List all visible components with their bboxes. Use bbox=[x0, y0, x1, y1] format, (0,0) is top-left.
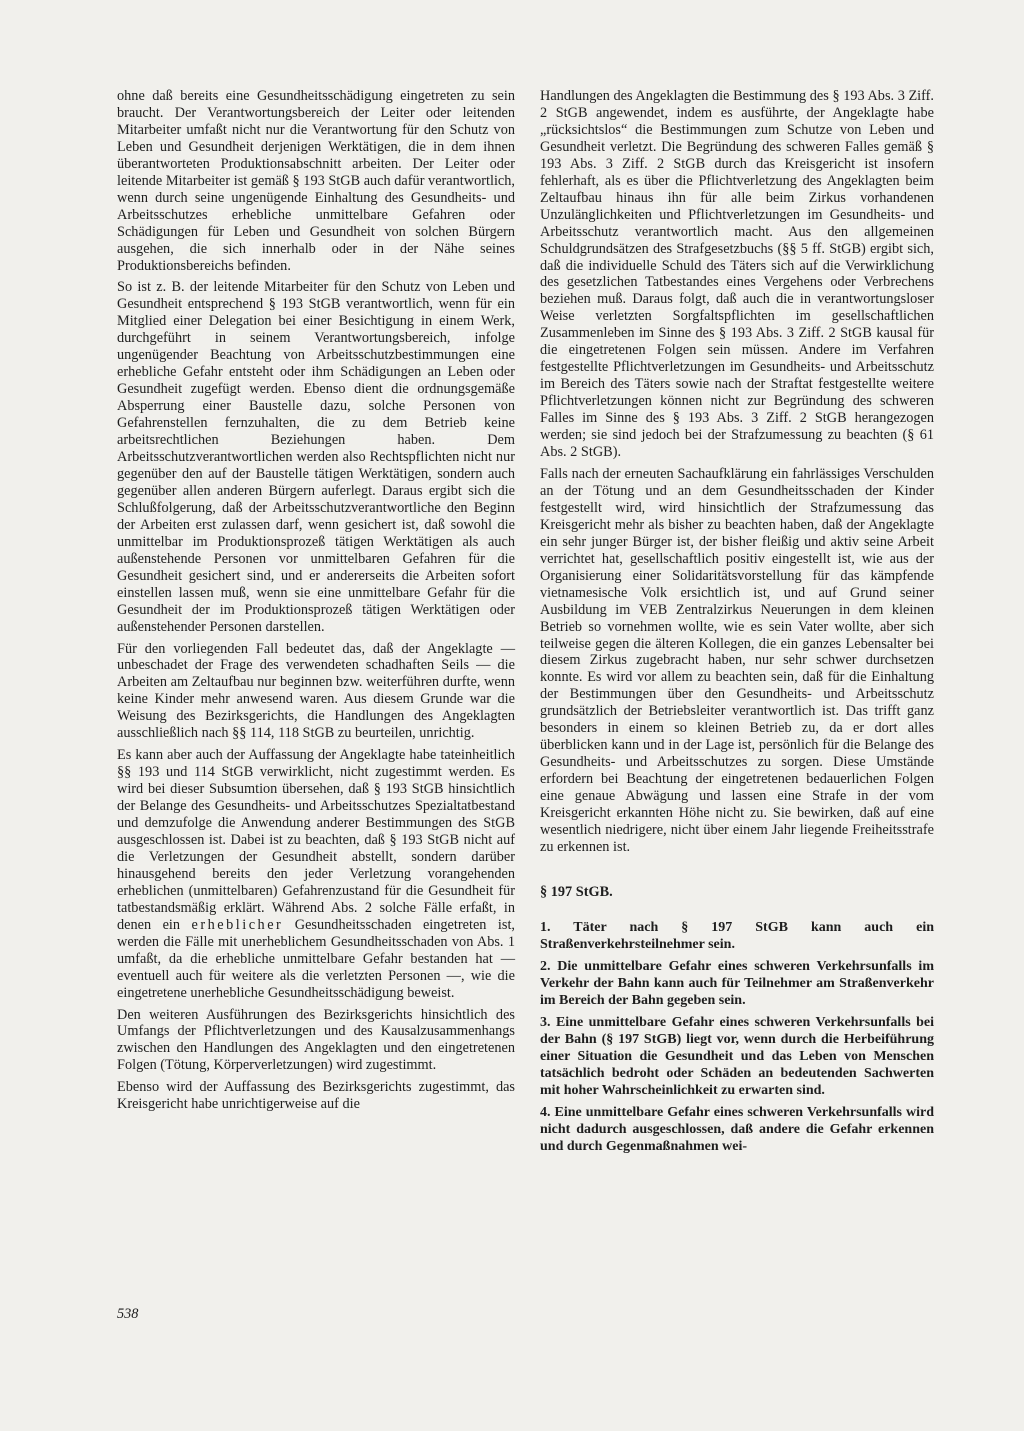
paragraph: Ebenso wird der Auffassung des Bezirksgerichts zugestimmt, das Kreisgericht habe unrichtigerweise auf die bbox=[117, 1079, 515, 1113]
paragraph: So ist z. B. der leitende Mitarbeiter für den Schutz von Leben und Gesundheit entsprechend § 193 StGB verantwortlich, wenn für ein Mitglied einer Delegation bei einer Besichtigung in einem Werk, durchgeführt in seinem Verantwortungsbereich, infolge ungenügender Beachtung von Arbeitsschutzbestimmungen eine erhebliche Gefahr entsteht oder ihm Schädigungen an Leben oder Gesundheit zugefügt werden. Ebenso dient die ordnungsgemäße Absperrung einer Baustelle dazu, solche Personen von Gefahrenstellen fernzuhalten, die zu dem Betrieb keine arbeitsrechtlichen Beziehungen haben. Dem Arbeitsschutzverantwortlichen werden also Rechtspflichten nicht nur gegenüber den auf der Baustelle tätigen Werktätigen, sondern auch gegenüber allen anderen Bürgern auferlegt. Daraus ergibt sich die Schlußfolgerung, daß der Arbeitsschutzverantwortliche den Beginn der Arbeiten erst zulassen darf, wenn gesichert ist, daß sowohl die unmittelbar im Produktionsprozeß tätigen Werktätigen als auch außenstehende Personen vor unmittelbaren Gefahren für die Gesundheit gesichert sind, und er andererseits die Arbeiten sofort einstellen lassen muß, wenn sie eine unmittelbare Gefahr für die Gesundheit der im Produktionsprozeß tätigen Werktätigen oder außenstehender Personen darstellen. bbox=[117, 279, 515, 635]
headnote: 2. Die unmittelbare Gefahr eines schweren Verkehrsunfalls im Verkehr der Bahn kann auch für Teilnehmer am Straßenverkehr im Bereich der Bahn gegeben sein. bbox=[540, 958, 934, 1008]
page-number: 538 bbox=[117, 1306, 139, 1322]
paragraph: Handlungen des Angeklagten die Bestimmung des § 193 Abs. 3 Ziff. 2 StGB angewendet, indem es ausführte, der Angeklagte habe „rücksichtslos“ die Bestimmungen zum Schutze von Leben und Gesundheit verletzt. Die Begründung des schweren Falles gemäß § 193 Abs. 3 Ziff. 2 StGB durch das Kreisgericht ist insofern fehlerhaft, als es über die Pflichtverletzung des Angeklagten beim Zeltaufbau hinaus ihn für alle beim Zirkus vorhandenen Unzulänglichkeiten und Pflichtverletzungen im Gesundheits- und Arbeitsschutz verantwortlich macht. Aus den allgemeinen Schuldgrundsätzen des Strafgesetzbuchs (§§ 5 ff. StGB) ergibt sich, daß die individuelle Schuld des Täters sich auf die Verwirklichung des gesetzlichen Tatbestandes eines Vergehens oder Verbrechens beziehen muß. Daraus folgt, daß auch die in verantwortungsloser Weise verletzten Sorgfaltspflichten im gesellschaftlichen Zusammenleben im Sinne des § 193 Abs. 3 Ziff. 2 StGB kausal für die eingetretenen Folgen sein müssen. Andere im Verfahren festgestellte Pflichtverletzungen im Gesundheits- und Arbeitsschutz im Bereich des Täters sowie nach der Straftat festgestellte weitere Pflichtverletzungen können nicht zur Begründung des schweren Falles im Sinne des § 193 Abs. 3 Ziff. 2 StGB herangezogen werden; sie sind jedoch bei der Strafzumessung zu beachten (§ 61 Abs. 2 StGB). bbox=[540, 88, 934, 461]
paragraph: ohne daß bereits eine Gesundheitsschädigung eingetreten zu sein braucht. Der Verantwortungsbereich der Leiter oder leitenden Mitarbeiter umfaßt nicht nur die Verantwortung für den Schutz von Leben und Gesundheit derjenigen Werktätigen, die in dem ihnen überantworteten Produktionsabschnitt arbeiten. Der Leiter oder leitende Mitarbeiter ist gemäß § 193 StGB auch dafür verantwortlich, wenn durch seine ungenügende Einhaltung des Gesundheits- und Arbeitsschutzes erhebliche unmittelbare Gefahren oder Schädigungen für Leben und Gesundheit von solchen Bürgern ausgehen, die sich innerhalb oder in der Nähe seines Produktionsbereichs befinden. bbox=[117, 88, 515, 274]
paragraph: Falls nach der erneuten Sachaufklärung ein fahrlässiges Verschulden an der Tötung und an dem Gesundheitsschaden der Kinder festgestellt wird, wird hinsichtlich der Strafzumessung das Kreisgericht mehr als bisher zu beachten haben, daß der Angeklagte ein sehr junger Bürger ist, der bisher fleißig und aktiv seine Arbeit verrichtet hat, gesellschaftlich positiv eingestellt ist, wie aus der Organisierung einer Solidaritätsvorstellung für das kämpfende vietnamesische Volk ersichtlich ist, und auf Grund seiner Ausbildung im VEB Zentralzirkus Neuerungen in dem kleinen Betrieb so vornehmen wollte, wie es sein Vater wollte, aber sich teilweise gegen die älteren Kollegen, die ein ganzes Lebensalter bei diesem Zirkus zugebracht haben, nur sehr schwer durchsetzen konnte. Es wird vor allem zu beachten sein, daß für die Einhaltung der Bestimmungen über den Gesundheits- und Arbeitsschutz grundsätzlich der Betriebsleiter verantwortlich ist. Das trifft ganz besonders in einem so kleinen Betrieb zu, da er dort alles überblicken kann und in der Lage ist, persönlich für die Belange des Gesundheits- und Arbeitsschutzes zu sorgen. Diese Umstände erfordern bei Beachtung der eingetretenen bedauerlichen Folgen eine genaue Abwägung und lassen eine Strafe in der vom Kreisgericht erkannten Höhe nicht zu. Sie bewirken, daß auf eine wesentlich niedrigere, nicht über einem Jahr liegende Freiheitsstrafe zu erkennen ist. bbox=[540, 465, 934, 855]
paragraph: Für den vorliegenden Fall bedeutet das, daß der Angeklagte — unbeschadet der Frage des verwendeten schadhaften Seils — die Arbeiten am Zeltaufbau nur beginnen bzw. weiterführen durfte, wenn keine Kinder mehr anwesend waren. Aus diesem Grunde war die Weisung des Bezirksgerichts, die Handlungen des Angeklagten ausschließlich nach §§ 114, 118 StGB zu beurteilen, unrichtig. bbox=[117, 640, 515, 742]
left-column bbox=[117, 88, 515, 1118]
section-heading: § 197 StGB. bbox=[540, 883, 613, 900]
right-column bbox=[540, 88, 934, 1160]
headnote: 3. Eine unmittelbare Gefahr eines schweren Verkehrsunfalls bei der Bahn (§ 197 StGB) liegt vor, wenn durch die Herbeiführung einer Situation die Gesundheit und das Leben von Menschen tatsächlich bedroht oder Schäden an bedeutenden Sachwerten mit hoher Wahrscheinlichkeit zu erwarten sind. bbox=[540, 1014, 934, 1098]
emphasized-word: erheblicher bbox=[191, 916, 284, 933]
paragraph-text: Es kann aber auch der Auffassung der Angeklagte habe tateinheitlich §§ 193 und 114 StGB verwirklicht, nicht zugestimmt werden. Es wird bei dieser Subsumtion übersehen, daß § 193 StGB hinsichtlich der Belange des Gesundheits- und Arbeitsschutzes Spezialtatbestand und demzufolge die Anwendung anderer Bestimmungen des StGB ausgeschlossen ist. Dabei ist zu beachten, daß § 193 StGB nicht auf die Verletzungen der Gesundheit abstellt, sondern darüber hinausgehend bereits den jeder Verletzung vorangehenden erheblichen (unmittelbaren) Gefahrenzustand für die Gesundheit für tatbestandsmäßig erklärt. Während Abs. 2 solche Fälle erfaßt, in denen ein bbox=[117, 747, 515, 933]
headnote: 4. Eine unmittelbare Gefahr eines schweren Verkehrsunfalls wird nicht dadurch ausgeschlossen, daß andere die Gefahr erkennen und durch Gegenmaßnahmen wei- bbox=[540, 1104, 934, 1154]
paragraph-text: Gesundheitsschaden eingetreten ist, werden die Fälle mit unerheblichem Gesundheitsschaden von Abs. 1 umfaßt, da die erhebliche unmittelbare Gefahr bestanden hat — eventuell auch für weitere als die verletzten Personen —, wie die eingetretene unerhebliche Gesundheitsschädigung beweist. bbox=[117, 916, 515, 1001]
paragraph bbox=[117, 747, 515, 1001]
paragraph: Den weiteren Ausführungen des Bezirksgerichts hinsichtlich des Umfangs der Pflichtverletzungen und des Kausalzusammenhangs zwischen den Handlungen des Angeklagten und den eingetretenen Folgen (Tötung, Körperverletzungen) wird zugestimmt. bbox=[117, 1006, 515, 1074]
headnote: 1. Täter nach § 197 StGB kann auch ein Straßenverkehrsteilnehmer sein. bbox=[540, 919, 934, 952]
